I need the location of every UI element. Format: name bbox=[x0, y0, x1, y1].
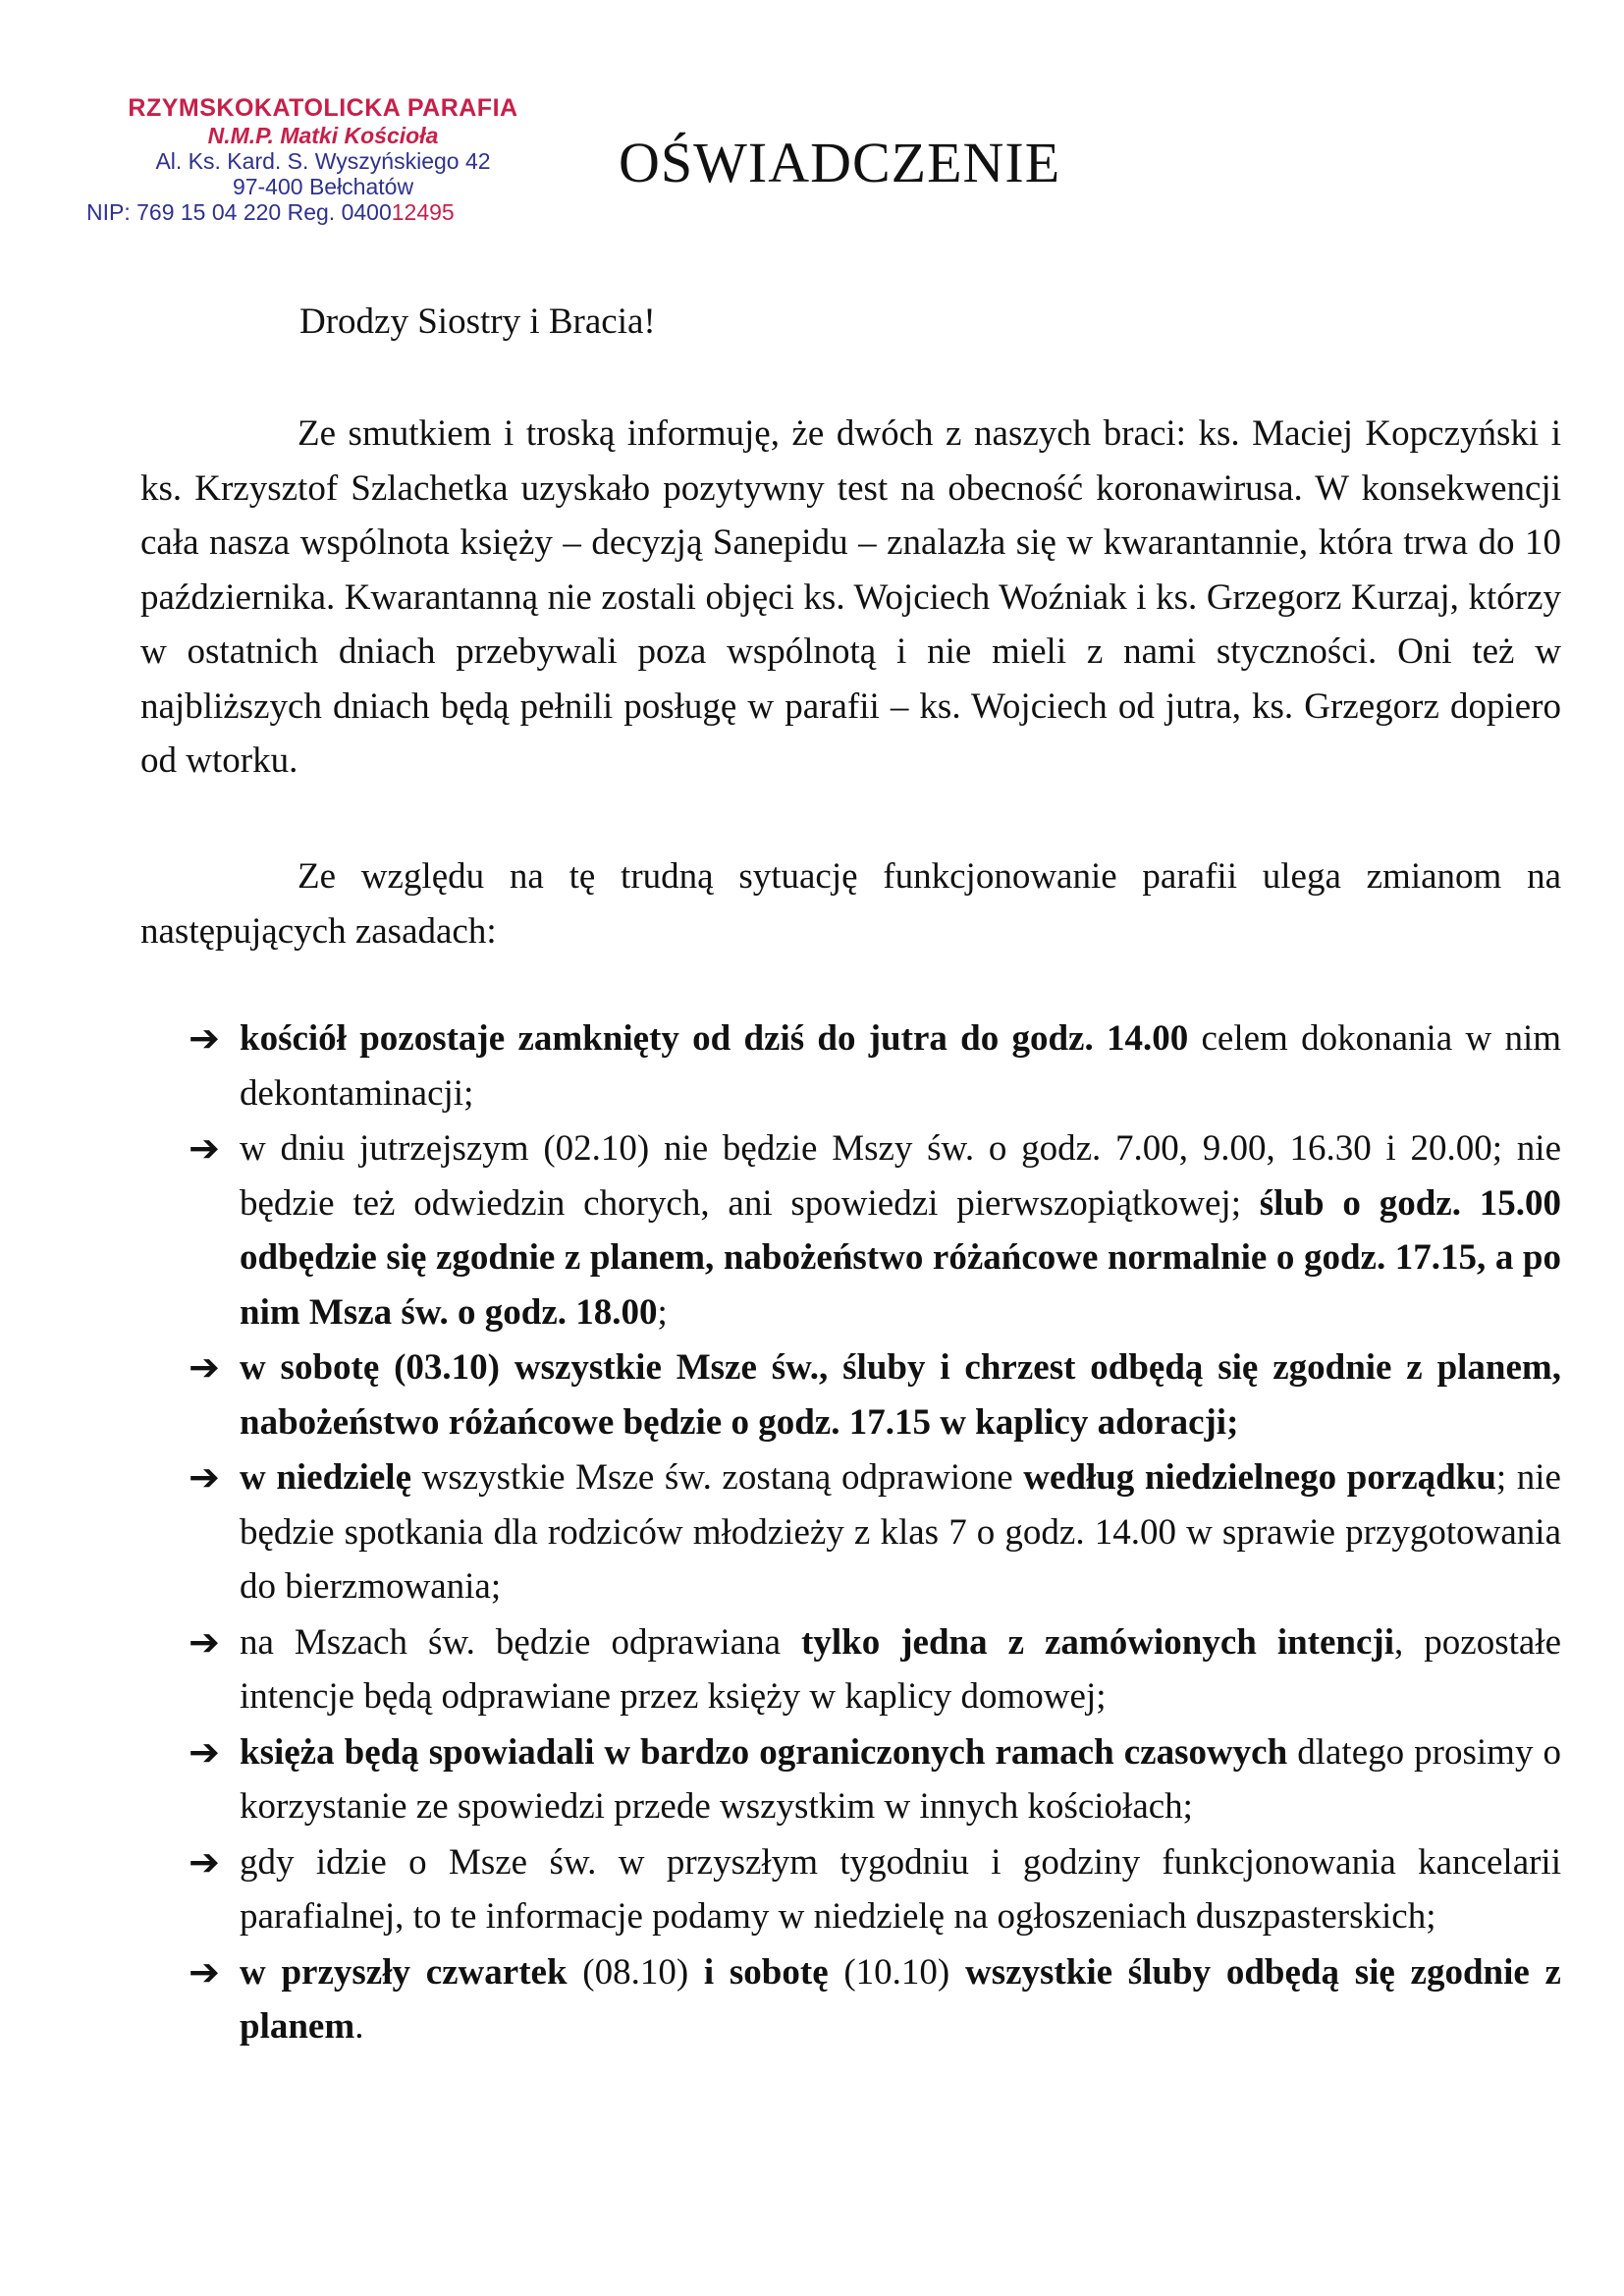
right-arrow-icon: ➔ bbox=[189, 1839, 220, 1884]
list-item bbox=[189, 1121, 1561, 1339]
stamp-parish-dedication: N.M.P. Matki Kościoła bbox=[207, 122, 439, 148]
item-text: (10.10) bbox=[828, 1951, 965, 1993]
greeting: Drodzy Siostry i Bracia! bbox=[299, 301, 656, 342]
bold-text: i sobotę bbox=[703, 1951, 829, 1993]
bold-text: wszystkie śluby odbędą się zgodnie z planem bbox=[240, 1951, 1561, 2047]
right-arrow-icon: ➔ bbox=[189, 1455, 220, 1499]
right-arrow-icon: ➔ bbox=[189, 1619, 220, 1664]
bold-text: księża będą spowiadali w bardzo ograniczonych ramach czasowych bbox=[240, 1731, 1288, 1773]
list-item bbox=[189, 1835, 1561, 1944]
list-item bbox=[189, 1011, 1561, 1121]
document-title: OŚWIADCZENIE bbox=[619, 131, 1061, 194]
item-text: ; bbox=[657, 1291, 668, 1333]
right-arrow-icon: ➔ bbox=[189, 1126, 220, 1170]
item-text: dlatego prosimy o korzystanie ze spowiedzi przede wszystkim w innych kościołach; bbox=[240, 1731, 1561, 1827]
list-item bbox=[189, 1945, 1561, 2054]
item-text: , pozostałe intencje będą odprawiane przez księży w kaplicy domowej; bbox=[240, 1621, 1561, 1717]
bold-text: w sobotę (03.10) wszystkie Msze św., śluby i chrzest odbędą się zgodnie z planem, nabożeństwo różańcowe będzie o godz. 17.15 w kaplicy adoracji; bbox=[240, 1347, 1561, 1443]
stamp-registration bbox=[86, 199, 560, 225]
changes-list bbox=[189, 1011, 1561, 2055]
right-arrow-icon: ➔ bbox=[189, 1729, 220, 1774]
stamp-nip: NIP: 769 15 04 220 Reg. 0400 bbox=[86, 199, 392, 226]
item-text: . bbox=[354, 2006, 364, 2047]
item-text: wszystkie Msze św. zostaną odprawione bbox=[411, 1457, 1024, 1498]
paragraph-text: Ze smutkiem i troską informuję, że dwóch z naszych braci: ks. Maciej Kopczyński i ks. Krzysztof Szlachetka uzyskało pozytywny test na obecność koronawirusa. W konsekwencji cała nasza wspólnota księży – decyzją Sanepidu – znalazła się w kwarantannie, która trwa do 10 października. Kwarantanną nie zostali objęci ks. Wojciech Woźniak i ks. Grzegorz Kurzaj, którzy w ostatnich dniach przebywali poza wspólnotą i nie mieli z nami styczności. Oni też w najbliższych dniach będą pełnili posługę w parafii – ks. Wojciech od jutra, ks. Grzegorz dopiero od wtorku. bbox=[140, 413, 1561, 781]
stamp-parish-name: RZYMSKOKATOLICKA PARAFIA bbox=[128, 94, 518, 122]
right-arrow-icon: ➔ bbox=[189, 1016, 220, 1060]
stamp-city: 97-400 Bełchatów bbox=[232, 173, 414, 199]
bold-text: w przyszły czwartek bbox=[240, 1951, 568, 1993]
item-text: celem dokonania w nim dekontaminacji; bbox=[240, 1018, 1561, 1114]
bold-text: tylko jedna z zamówionych intencji bbox=[801, 1621, 1395, 1663]
right-arrow-icon: ➔ bbox=[189, 1345, 220, 1389]
stamp-reg-suffix: 12495 bbox=[391, 199, 455, 226]
list-item bbox=[189, 1450, 1561, 1614]
item-text: ; nie będzie spotkania dla rodziców młodzieży z klas 7 o godz. 14.00 w sprawie przygotowania do bierzmowania; bbox=[240, 1457, 1561, 1607]
item-text: na Mszach św. będzie odprawiana bbox=[240, 1621, 802, 1663]
paragraph-text: Ze względu na tę trudną sytuację funkcjonowanie parafii ulega zmianom na następujących zasadach: bbox=[140, 856, 1561, 952]
stamp-street: Al. Ks. Kard. S. Wyszyńskiego 42 bbox=[155, 147, 491, 174]
right-arrow-icon: ➔ bbox=[189, 1949, 220, 1994]
item-text: gdy idzie o Msze św. w przyszłym tygodniu i godziny funkcjonowania kancelarii parafialnej, to te informacje podamy w niedzielę na ogłoszeniach duszpasterskich; bbox=[240, 1841, 1561, 1937]
list-item bbox=[189, 1725, 1561, 1834]
item-text: (08.10) bbox=[567, 1951, 704, 1993]
parish-stamp bbox=[86, 94, 560, 225]
list-item bbox=[189, 1340, 1561, 1449]
paragraph-announcement bbox=[140, 407, 1561, 789]
list-item bbox=[189, 1615, 1561, 1724]
item-text: w dniu jutrzejszym (02.10) nie będzie Mszy św. o godz. 7.00, 9.00, 16.30 i 20.00; nie będzie też odwiedzin chorych, ani spowiedzi pierwszopiątkowej; bbox=[240, 1128, 1561, 1224]
bold-text: ślub o godz. 15.00 odbędzie się zgodnie z planem, nabożeństwo różańcowe normalnie o godz. 17.15, a po nim Msza św. o godz. 18.00 bbox=[240, 1182, 1561, 1333]
bold-text: w niedzielę bbox=[240, 1457, 411, 1498]
bold-text: kościół pozostaje zamknięty od dziś do jutra do godz. 14.00 bbox=[240, 1018, 1189, 1059]
paragraph-changes-intro bbox=[140, 849, 1561, 958]
bold-text: według niedzielnego porządku bbox=[1023, 1457, 1496, 1498]
